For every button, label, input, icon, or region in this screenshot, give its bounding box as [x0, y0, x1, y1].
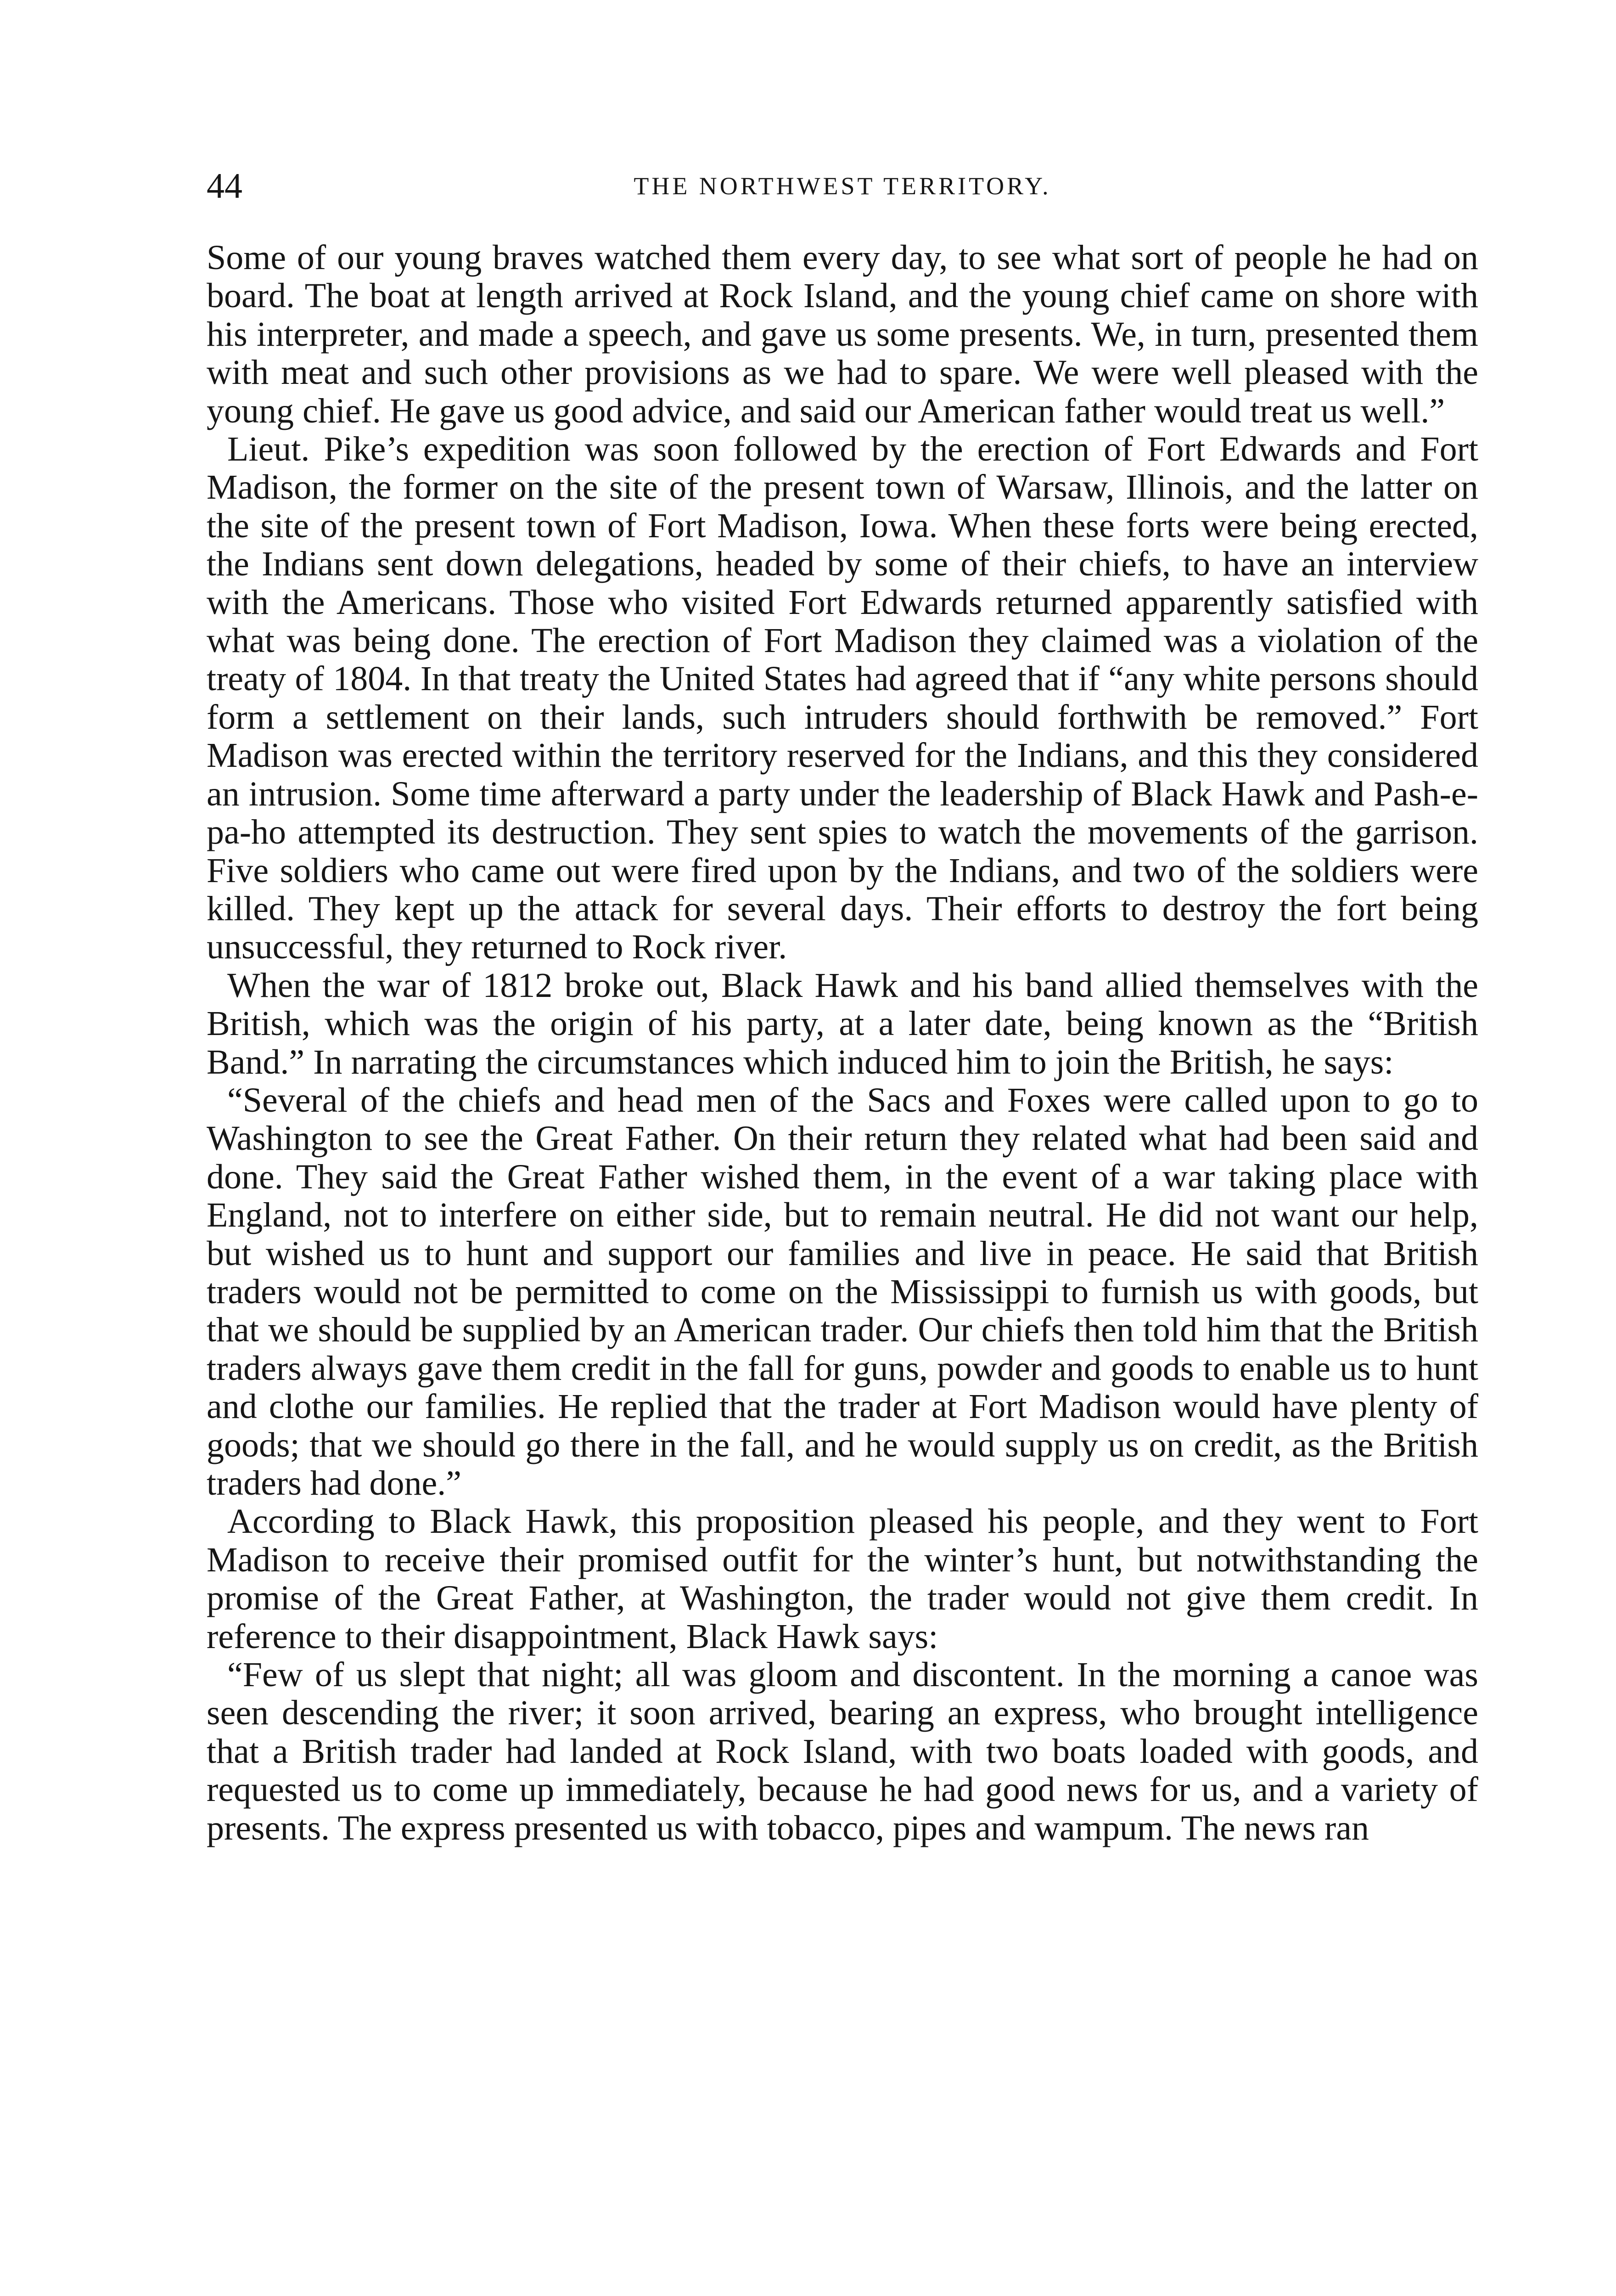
- paragraph-quote-washington: “Several of the chiefs and head men of the Sacs and Foxes were called upon to go to Washington to see the Great Father. On their return they related what had been said and done. They said the Great Father wished them, in the event of a war taking place with England, not to interfere on either side, but to remain neutral. He did not want our help, but wished us to hunt and support our families and live in peace. He said that British traders would not be permitted to come on the Mississippi to furnish us with goods, but that we should be supplied by an American trader. Our chiefs then told him that the British traders always gave them credit in the fall for guns, powder and goods to enable us to hunt and clothe our families. He replied that the trader at Fort Madison would have plenty of goods; that we should go there in the fall, and he would supply us on credit, as the British traders had done.”: [207, 1080, 1478, 1503]
- paragraph-forts: Lieut. Pike’s expedition was soon followed by the erection of Fort Edwards and Fort Madison, the former on the site of the present town of Warsaw, Illinois, and the latter on the site of the present town of Fort Madison, Iowa. When these forts were being erected, the Indians sent down delegations, headed by some of their chiefs, to have an interview with the Americans. Those who visited Fort Edwards returned apparently satisfied with what was being done. The erection of Fort Madison they claimed was a violation of the treaty of 1804. In that treaty the United States had agreed that if “any white persons should form a settlement on their lands, such intruders should forthwith be removed.” Fort Madison was erected within the territory reserved for the Indians, and this they considered an intrusion. Some time afterward a party under the leadership of Black Hawk and Pash-e-pa-ho attempted its destruction. They sent spies to watch the movements of the garrison. Five soldiers who came out were fired upon by the Indians, and two of the soldiers were killed. They kept up the attack for several days. Their efforts to destroy the fort being unsuccessful, they returned to Rock river.: [207, 430, 1478, 967]
- running-title: THE NORTHWEST TERRITORY.: [634, 172, 1051, 200]
- paragraph-quote-express: “Few of us slept that night; all was gloom and discontent. In the morning a canoe was seen descending the river; it soon arrived, bearing an express, who brought intelligence that a British trader had landed at Rock Island, with two boats loaded with goods, and requested us to come up immediately, because he had good news for us, and a variety of presents. The express presented us with tobacco, pipes and wampum. The news ran: [207, 1655, 1478, 1847]
- body-text: [207, 239, 1478, 1847]
- paragraph-continued: Some of our young braves watched them every day, to see what sort of people he had on board. The boat at length arrived at Rock Island, and the young chief came on shore with his interpreter, and made a speech, and gave us some presents. We, in turn, presented them with meat and such other provisions as we had to spare. We were well pleased with the young chief. He gave us good advice, and said our American father would treat us well.”: [207, 238, 1478, 430]
- page-number: 44: [207, 166, 242, 206]
- paragraph-fort-madison-credit: According to Black Hawk, this proposition pleased his people, and they went to Fort Madison to receive their promised outfit for the winter’s hunt, but notwithstanding the promise of the Great Father, at Washington, the trader would not give them credit. In reference to their disappointment, Black Hawk says:: [207, 1502, 1478, 1656]
- page-header: [207, 161, 1478, 211]
- paragraph-war-1812: When the war of 1812 broke out, Black Hawk and his band allied themselves with the British, which was the origin of his party, at a later date, being known as the “British Band.” In narrating the circumstances which induced him to join the British, he says:: [207, 966, 1478, 1081]
